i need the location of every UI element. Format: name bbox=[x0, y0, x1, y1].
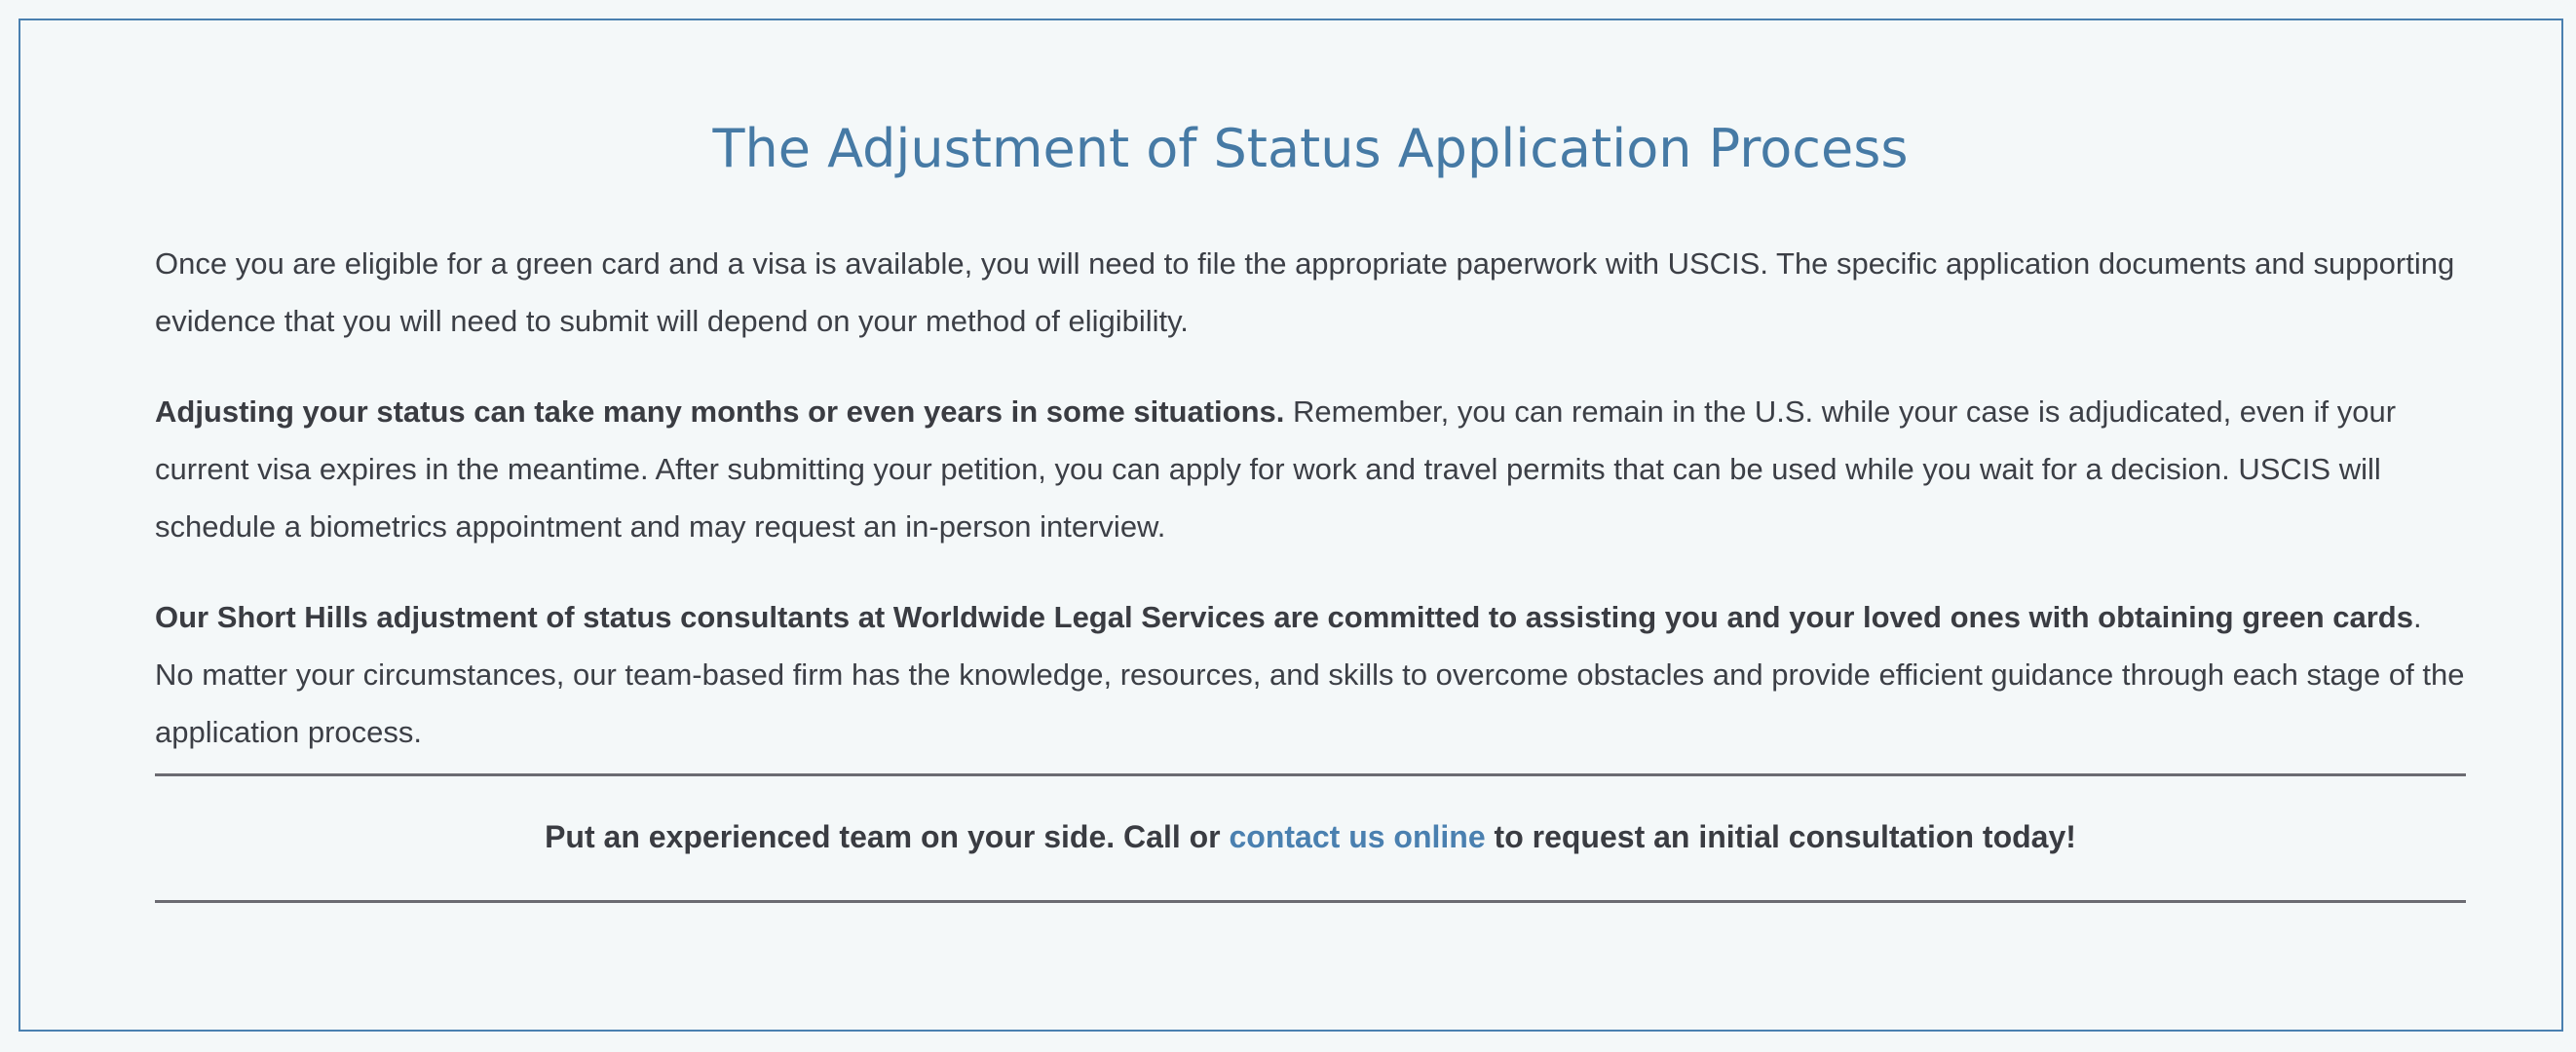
paragraph-consultants-text: . No matter your circumstances, our team-based firm has the knowledge, resources, and skills to overcome obstacles and provide efficient guidance through each stage of the application process. bbox=[155, 600, 2465, 749]
cta-text-before: Put an experienced team on your side. Call or bbox=[545, 819, 1230, 854]
divider-bottom bbox=[155, 900, 2466, 903]
page-title: The Adjustment of Status Application Process bbox=[712, 118, 1909, 179]
paragraph-consultants-bold: Our Short Hills adjustment of status consultants at Worldwide Legal Services are committed to assisting you and your loved ones with obtaining green cards bbox=[155, 600, 2413, 634]
cta-text-after: to request an initial consultation today! bbox=[1485, 819, 2076, 854]
contact-us-link[interactable]: contact us online bbox=[1229, 819, 1486, 854]
paragraph-timeline-bold: Adjusting your status can take many months or even years in some situations. bbox=[155, 394, 1285, 429]
paragraph-eligibility bbox=[155, 235, 2466, 350]
paragraph-eligibility-text: Once you are eligible for a green card and a visa is available, you will need to file the appropriate paperwork with USCIS. The specific application documents and supporting evidence that you will need to submit will depend on your method of eligibility. bbox=[155, 246, 2455, 338]
divider-top bbox=[155, 773, 2466, 776]
paragraph-timeline-text: Remember, you can remain in the U.S. while your case is adjudicated, even if your current visa expires in the meantime. After submitting your petition, you can apply for work and travel permits that can be used while you wait for a decision. USCIS will schedule a biometrics appointment and may request an in-person interview. bbox=[155, 394, 2397, 544]
paragraph-timeline bbox=[155, 383, 2466, 555]
paragraph-consultants bbox=[155, 588, 2466, 761]
call-to-action bbox=[155, 808, 2466, 866]
content-panel bbox=[19, 19, 2563, 1032]
